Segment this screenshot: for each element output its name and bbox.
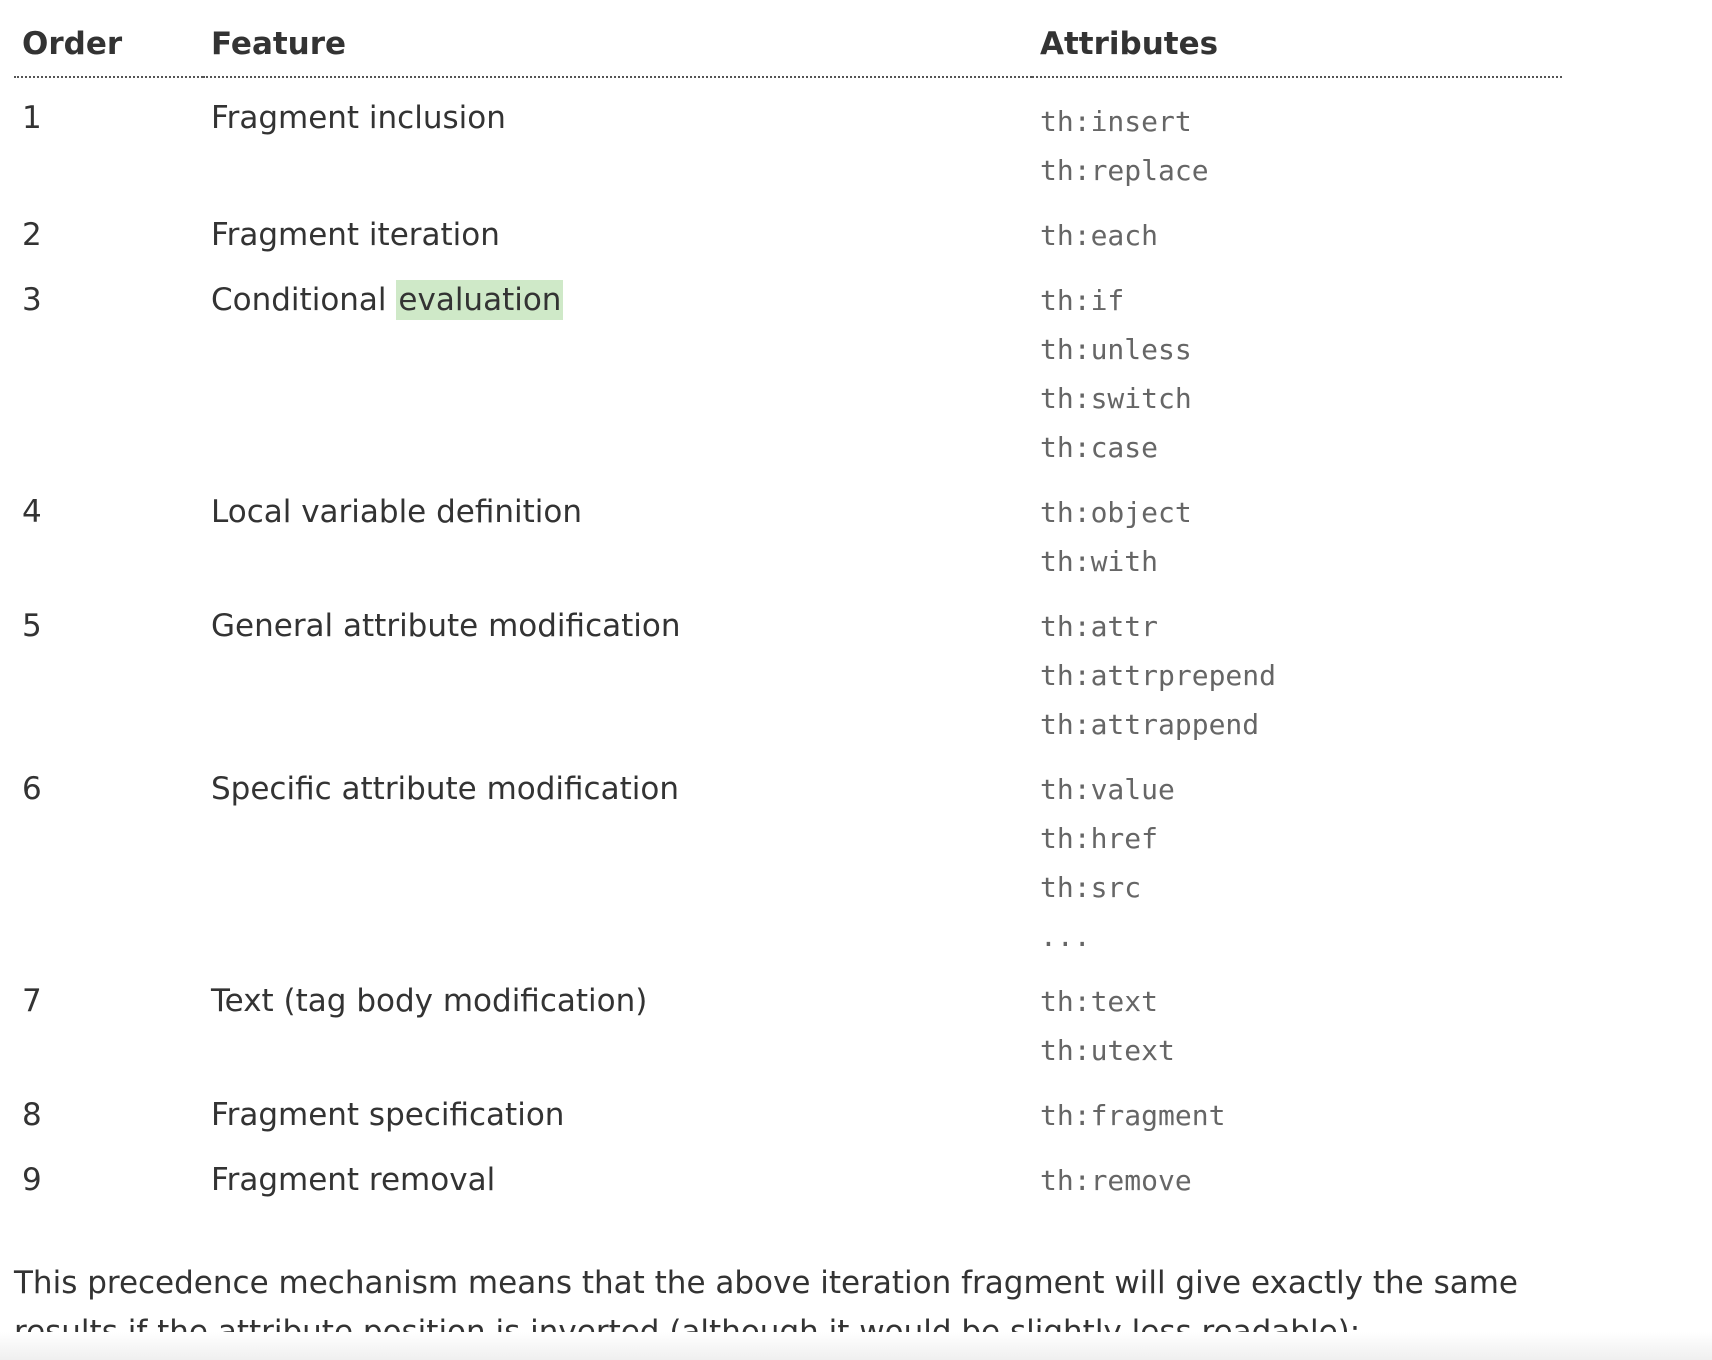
table-header-row xyxy=(14,14,1562,77)
feature-text: Text (tag body modification) xyxy=(211,983,648,1019)
feature-cell xyxy=(203,1156,1032,1221)
table-row xyxy=(14,977,1562,1091)
attribute-code: th:attr xyxy=(1040,610,1159,643)
attribute-code: th:value xyxy=(1040,773,1175,806)
header-attributes: Attributes xyxy=(1032,14,1562,77)
order-cell: 6 xyxy=(22,771,42,807)
feature-cell xyxy=(203,211,1032,276)
order-cell: 2 xyxy=(22,217,42,253)
order-cell: 9 xyxy=(22,1162,42,1198)
precedence-table xyxy=(14,14,1562,1221)
order-cell: 5 xyxy=(22,608,42,644)
feature-text: Fragment removal xyxy=(211,1162,496,1198)
header-order: Order xyxy=(14,14,203,77)
attribute-code: th:text xyxy=(1040,985,1159,1018)
attribute-code: th:insert xyxy=(1040,105,1192,138)
table-body xyxy=(14,77,1562,1221)
feature-highlight: evaluation xyxy=(398,282,562,318)
feature-text: Conditional xyxy=(211,282,397,318)
feature-text: Local variable definition xyxy=(211,494,583,530)
order-cell: 7 xyxy=(22,983,42,1019)
header-feature: Feature xyxy=(203,14,1032,77)
bottom-shade xyxy=(0,1332,1712,1360)
attribute-code: th:object xyxy=(1040,496,1192,529)
feature-text: General attribute modification xyxy=(211,608,681,644)
attribute-code: th:switch xyxy=(1040,382,1192,415)
attribute-code: th:unless xyxy=(1040,333,1192,366)
precedence-note: This precedence mechanism means that the above iteration fragment will give exactly the same xyxy=(14,1265,1518,1301)
attribute-code: th:attrappend xyxy=(1040,708,1260,741)
feature-cell xyxy=(203,488,1032,602)
attribute-code: th:replace xyxy=(1040,154,1209,187)
feature-cell xyxy=(203,602,1032,765)
attributes-cell xyxy=(1032,765,1562,977)
attribute-code: th:utext xyxy=(1040,1034,1175,1067)
document-content xyxy=(14,14,1574,1357)
feature-text: Specific attribute modification xyxy=(211,771,679,807)
attributes-cell xyxy=(1032,1156,1562,1221)
attribute-code: th:if xyxy=(1040,284,1125,317)
feature-cell xyxy=(203,276,1032,488)
attribute-code: th:src xyxy=(1040,871,1142,904)
attribute-code: th:href xyxy=(1040,822,1159,855)
table-row xyxy=(14,602,1562,765)
table-row xyxy=(14,211,1562,276)
table-row xyxy=(14,77,1562,211)
feature-cell xyxy=(203,1091,1032,1156)
table-row xyxy=(14,276,1562,488)
attributes-cell xyxy=(1032,602,1562,765)
attribute-code: th:remove xyxy=(1040,1164,1192,1197)
feature-text: Fragment iteration xyxy=(211,217,500,253)
attribute-code: th:case xyxy=(1040,431,1159,464)
feature-cell xyxy=(203,765,1032,977)
attributes-cell xyxy=(1032,488,1562,602)
feature-text: Fragment inclusion xyxy=(211,100,506,136)
order-cell: 1 xyxy=(22,100,42,136)
table-row xyxy=(14,1091,1562,1156)
feature-text: Fragment specification xyxy=(211,1097,565,1133)
attributes-cell xyxy=(1032,276,1562,488)
order-cell: 3 xyxy=(22,282,42,318)
feature-cell xyxy=(203,977,1032,1091)
table-row xyxy=(14,488,1562,602)
attribute-code: th:attrprepend xyxy=(1040,659,1277,692)
feature-cell xyxy=(203,77,1032,211)
attributes-cell xyxy=(1032,77,1562,211)
order-cell: 4 xyxy=(22,494,42,530)
attributes-cell xyxy=(1032,1091,1562,1156)
attribute-code: th:with xyxy=(1040,545,1159,578)
attribute-code: th:each xyxy=(1040,219,1159,252)
table-row xyxy=(14,1156,1562,1221)
table-row xyxy=(14,765,1562,977)
attributes-cell xyxy=(1032,977,1562,1091)
attribute-code: th:fragment xyxy=(1040,1099,1226,1132)
attribute-code: ... xyxy=(1040,920,1091,953)
order-cell: 8 xyxy=(22,1097,42,1133)
attributes-cell xyxy=(1032,211,1562,276)
